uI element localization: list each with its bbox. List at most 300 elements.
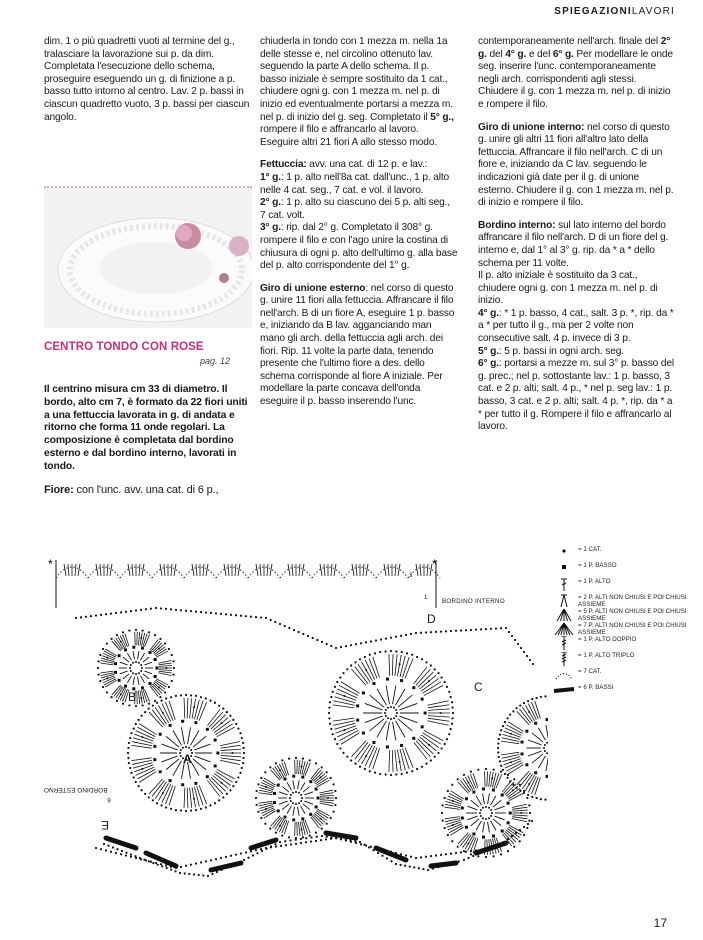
chain-dot <box>256 852 258 854</box>
stitch-mark <box>203 564 204 576</box>
chain-dot <box>390 637 392 639</box>
chain-dot <box>514 639 516 641</box>
stitch-mark <box>491 796 496 805</box>
chain-dot <box>365 641 367 643</box>
col1-paragraph: dim. 1 o più quadretti vuoti al termine del g., tralasciare la lavorazione sui p. da dim. Completata l'esecuzione dello schema, proseguire eseguendo un g. di finizione a p. basso tutto intorno al centro. Lav. 2 p. bassi in ciascun quadretto vuoto, 3 p. bassi per ciascun angolo. <box>44 36 250 123</box>
stitch-mark <box>184 698 185 718</box>
chain-dot <box>207 875 209 877</box>
chain-dot <box>148 703 150 705</box>
chain-dot <box>264 771 266 773</box>
stitch-mark <box>138 651 139 659</box>
chain-dot <box>141 667 143 669</box>
chain-dot <box>230 614 232 616</box>
chain-dot <box>385 650 387 652</box>
stitch-mark <box>365 703 383 709</box>
chain-dot <box>406 772 408 774</box>
chain-dot <box>260 848 262 850</box>
stitch-mark <box>299 822 300 836</box>
chain-dot <box>477 769 479 771</box>
single-crochet-mark <box>169 779 172 782</box>
chain-dot <box>434 668 436 670</box>
stitch-mark <box>131 758 151 761</box>
stitch-mark <box>489 771 491 786</box>
stitch-mark <box>319 803 333 806</box>
chain-dot <box>507 850 509 852</box>
chain-dot <box>526 797 528 799</box>
single-crochet-mark <box>153 745 156 748</box>
stitch-mark <box>471 800 479 807</box>
chain-dot <box>450 853 452 855</box>
chain-dot <box>305 837 307 839</box>
chain-dot <box>140 670 142 672</box>
chain-dot <box>140 697 142 699</box>
chain-dot <box>125 611 127 613</box>
stitch-mark <box>546 725 548 739</box>
single-crochet-mark <box>124 648 127 651</box>
chain-dot <box>500 627 502 629</box>
chain-dot <box>535 697 537 699</box>
chain-dot <box>470 771 472 773</box>
chain-dot <box>415 857 417 859</box>
chain-dot <box>164 691 166 693</box>
chain-dot <box>369 770 371 772</box>
chain-dot <box>179 752 181 754</box>
stitch-mark <box>142 564 144 576</box>
chain-dot <box>135 723 137 725</box>
chain-dot <box>132 672 134 674</box>
chain-dot <box>235 614 237 616</box>
chain-dot <box>509 713 511 715</box>
chain-dot <box>243 859 245 861</box>
chain-dot <box>292 802 294 804</box>
chain-dot <box>180 749 182 751</box>
stitch-mark <box>134 734 153 741</box>
single-crochet-mark <box>154 675 157 678</box>
chain-dot <box>346 756 348 758</box>
chain-dot <box>188 873 190 875</box>
chain-dot <box>185 865 187 867</box>
chain-dot <box>290 800 292 802</box>
stitch-mark <box>159 665 172 666</box>
stitch-mark <box>320 793 334 795</box>
chain-dot <box>316 836 318 838</box>
chain-dot <box>292 792 294 794</box>
single-crochet-mark <box>472 832 475 835</box>
chain-dot <box>205 697 207 699</box>
chain-dot <box>85 616 87 618</box>
chain-dot <box>451 707 453 709</box>
single-crochet-mark <box>315 788 318 791</box>
chain-dot <box>385 773 387 775</box>
chain-dot <box>205 860 207 862</box>
chain-dot <box>330 836 332 838</box>
chain-dot <box>363 844 365 846</box>
chain-dot <box>329 701 331 703</box>
chain-dot <box>243 752 245 754</box>
chain-dot <box>220 857 222 859</box>
chain-dot <box>210 612 212 614</box>
chain-dot <box>195 695 197 697</box>
chain-dot <box>475 629 477 631</box>
stitch-mark <box>398 564 400 576</box>
chain-dot <box>531 698 533 700</box>
chain-dot <box>470 629 472 631</box>
chain-dot <box>401 651 403 653</box>
single-crochet-mark <box>507 821 510 824</box>
chain-dot <box>157 864 159 866</box>
stitch-mark <box>305 820 310 833</box>
chain-dot <box>490 809 492 811</box>
chain-dot <box>546 742 548 744</box>
chain-dot <box>360 642 362 644</box>
chain-dot <box>498 738 500 740</box>
stitch-mark <box>320 800 334 801</box>
chain-dot <box>148 796 150 798</box>
chain-dot <box>115 612 117 614</box>
single-crochet-mark <box>461 817 464 820</box>
stitch-mark <box>389 750 390 772</box>
stitch-mark <box>512 807 527 809</box>
stitch-mark <box>373 748 380 769</box>
chain-dot <box>234 863 236 865</box>
stitch-mark <box>138 632 139 645</box>
dc-icon <box>552 578 576 592</box>
chain-dot <box>321 766 323 768</box>
chain-dot <box>434 756 436 758</box>
chain-dot <box>132 662 134 664</box>
chain-dot <box>499 733 501 735</box>
stitch-mark <box>512 817 527 819</box>
chain-dot <box>495 627 497 629</box>
chain-dot <box>110 638 112 640</box>
single-crochet-mark <box>386 678 389 681</box>
stitch-mark <box>132 564 133 576</box>
chain-dot <box>165 608 167 610</box>
stitch-mark <box>141 676 145 683</box>
chain-dot <box>269 828 271 830</box>
chain-dot <box>139 857 141 859</box>
chain-dot <box>184 872 186 874</box>
chain-dot <box>188 747 190 749</box>
chain-dot <box>406 652 408 654</box>
chain-dot <box>465 629 467 631</box>
chain-dot <box>523 792 525 794</box>
chain-dot <box>133 776 135 778</box>
chain-dot <box>372 849 374 851</box>
single-crochet-mark <box>492 835 495 838</box>
chain-dot <box>252 854 254 856</box>
chain-dot <box>512 710 514 712</box>
col3-paragraph-1: contemporaneamente nell'arch. finale del 2° g. del 4° g. e del 6° g. Per modellare le onde seg. inserire l'unc. contemporaneamente negli arch. corrispondenti agli stessi. Chiudere il g. con 1 mezza m. nel p. di inizio e rompere il filo. <box>478 36 673 110</box>
chain-dot <box>379 773 381 775</box>
single-crochet-mark <box>501 829 504 832</box>
chain-dot <box>235 854 237 856</box>
chain-dot <box>470 850 472 852</box>
stitch-mark <box>299 564 300 576</box>
chain-dot <box>491 812 493 814</box>
chain-dot <box>115 852 117 854</box>
chain-dot <box>334 686 336 688</box>
chain-dot <box>127 747 129 749</box>
stitch-mark <box>388 564 389 576</box>
single-crochet-mark <box>356 704 359 707</box>
chain-dot <box>482 817 484 819</box>
chain-dot <box>285 844 287 846</box>
chain-dot <box>527 823 529 825</box>
chain-dot <box>504 841 506 843</box>
chain-dot <box>520 812 522 814</box>
stitch-mark <box>333 718 354 721</box>
chain-dot <box>120 853 122 855</box>
chain-dot <box>328 717 330 719</box>
chain-dot <box>330 777 332 779</box>
chain-dot <box>330 817 332 819</box>
chain-dot <box>425 762 427 764</box>
chain-dot <box>448 691 450 693</box>
chain-dot <box>477 855 479 857</box>
chain-dot <box>148 860 150 862</box>
chain-dot <box>138 719 140 721</box>
stitch-mark <box>445 807 460 809</box>
single-crochet-mark <box>372 682 375 685</box>
chain-dot <box>141 704 143 706</box>
stitch-mark <box>206 564 208 576</box>
chain-dot <box>527 700 529 702</box>
chain-dot <box>200 861 202 863</box>
bordino-interno-label: BORDINO INTERNO <box>442 598 505 605</box>
chain-dot <box>384 712 386 714</box>
stitch-mark <box>158 660 171 663</box>
stitch-mark <box>194 744 210 750</box>
chain-dot <box>544 744 546 746</box>
chain-dot <box>180 755 182 757</box>
chain-dot <box>339 747 341 749</box>
chain-dot <box>399 663 401 665</box>
chain-dot <box>190 864 192 866</box>
chain-dot <box>500 843 502 845</box>
stitch-mark <box>258 793 272 795</box>
chain-dot <box>325 838 327 840</box>
stitch-mark <box>138 677 139 685</box>
chain-dot <box>295 843 297 845</box>
stitch-mark <box>399 703 417 709</box>
chain-dot <box>405 634 407 636</box>
chain-dot <box>195 809 197 811</box>
chain-dot <box>281 759 283 761</box>
chain-dot <box>198 874 200 876</box>
chain-dot <box>329 723 331 725</box>
stitch-mark <box>405 747 413 767</box>
chain-dot <box>284 625 286 627</box>
chain-dot <box>315 762 317 764</box>
stitch-mark <box>270 564 272 576</box>
chain-dot <box>350 759 352 761</box>
chain-dot <box>232 785 234 787</box>
chain-dot <box>145 608 147 610</box>
chain-dot <box>160 607 162 609</box>
stitch-mark <box>363 564 364 576</box>
chain-dot <box>255 849 257 851</box>
stitch-mark <box>493 800 501 807</box>
chain-dot <box>369 654 371 656</box>
chain-dot <box>135 629 137 631</box>
stitch-mark <box>546 757 548 771</box>
chain-dot <box>444 681 446 683</box>
stitch-mark <box>282 786 289 792</box>
chain-dot <box>480 628 482 630</box>
single-crochet-mark <box>181 720 184 723</box>
chain-dot <box>221 782 223 784</box>
chain-dot <box>421 658 423 660</box>
stitch-mark <box>220 742 240 746</box>
chain-dot <box>190 694 192 696</box>
stitch-mark <box>395 750 397 772</box>
chain-dot <box>330 645 332 647</box>
stitch-mark <box>320 795 334 796</box>
stitch-mark <box>190 788 192 808</box>
chain-dot <box>265 617 267 619</box>
chain-dot <box>386 857 388 859</box>
chain-dot <box>330 728 332 730</box>
chain-dot <box>298 631 300 633</box>
stitch-mark <box>356 564 357 576</box>
chain-dot <box>526 827 528 829</box>
chain-dot <box>497 751 499 753</box>
chart-letter-a: A <box>183 752 192 766</box>
chain-dot <box>180 809 182 811</box>
chain-dot <box>200 611 202 613</box>
chain-dot <box>455 630 457 632</box>
single-crochet-mark <box>309 813 312 816</box>
chain-dot <box>368 846 370 848</box>
stitch-mark <box>324 564 325 576</box>
single-crochet-mark <box>362 732 365 735</box>
stitch-mark <box>279 801 287 804</box>
chain-dot <box>334 790 336 792</box>
chain-dot <box>531 796 533 798</box>
chain-dot <box>497 742 499 744</box>
chain-dot <box>401 773 403 775</box>
chain-dot <box>327 797 329 799</box>
chain-dot <box>442 804 444 806</box>
stitch-mark <box>494 773 499 788</box>
chain-dot <box>185 694 187 696</box>
chain-dot <box>364 656 366 658</box>
chain-dot <box>395 715 397 717</box>
bordino-detail-paragraph: Il p. alto iniziale è sostituito da 3 cat., chiudere ogni g. con 1 mezza m. nel p. di inizio. 4° g.: * 1 p. basso, 4 cat., salt. 3 p. *, rip. da * a * per tutto il g., ma per 2 volte non consecutive salt. 4 p. invece di 3 p. 5° g.: 5 p. bassi in ogni arch. seg. 6° g.: portarsi a mezze m. sul 3° p. basso del g. prec.; nel p. sottostante lav.: 1 p. basso, 3 cat. e 2 p. alti; salt. 4 p., * nel p. seg lav.: 1 p. basso, 3 cat. e 2 p. alti; salt. 4 p. *, rip. da * a * per tutto il g. Rompere il filo e affrancarlo al lavoro. <box>478 270 675 433</box>
chain-dot <box>170 808 172 810</box>
chain-dot <box>359 841 361 843</box>
chain-dot <box>312 637 314 639</box>
chain-dot <box>190 749 192 751</box>
chain-dot <box>159 696 161 698</box>
chain-dot <box>140 664 142 666</box>
stitch-mark <box>144 671 152 674</box>
single-crochet-mark <box>181 783 184 786</box>
chain-dot <box>170 696 172 698</box>
chain-dot <box>458 860 460 862</box>
chain-dot <box>482 807 484 809</box>
chain-dot <box>345 839 347 841</box>
stitch-mark <box>293 807 295 816</box>
chain-dot <box>321 835 323 837</box>
chain-dot <box>451 701 453 703</box>
chain-dot <box>242 762 244 764</box>
chain-dot <box>144 711 146 713</box>
chain-dot <box>519 704 521 706</box>
chain-dot <box>288 836 290 838</box>
chain-dot <box>511 835 513 837</box>
chain-dot <box>506 777 508 779</box>
chain-dot <box>300 842 302 844</box>
chain-dot <box>328 712 330 714</box>
chain-dot <box>106 677 108 679</box>
single-crochet-mark <box>214 764 217 767</box>
single-crochet-mark <box>277 784 280 787</box>
chain-dot <box>520 647 522 649</box>
chain-dot <box>175 809 177 811</box>
chain-dot <box>75 617 77 619</box>
single-crochet-mark <box>141 647 144 650</box>
chain-dot <box>156 802 158 804</box>
single-crochet-mark <box>114 662 117 665</box>
chain-dot <box>173 667 175 669</box>
chain-dot <box>143 859 145 861</box>
chain-dot <box>190 610 192 612</box>
stitch-mark <box>131 745 151 748</box>
chain-dot <box>110 696 112 698</box>
chain-dot <box>229 789 231 791</box>
chain-dot <box>385 709 387 711</box>
stitch-mark <box>395 654 397 676</box>
chain-dot <box>480 809 482 811</box>
stitch-mark <box>120 671 128 674</box>
chain-dot <box>410 633 412 635</box>
single-crochet-mark <box>546 718 548 721</box>
stitch-mark <box>284 821 288 834</box>
single-crochet-mark <box>194 721 197 724</box>
chain-dot <box>256 790 258 792</box>
stitch-mark <box>187 698 188 718</box>
chain-dot <box>502 769 504 771</box>
chain-dot <box>310 840 312 842</box>
chain-dot <box>404 865 406 867</box>
single-crochet-mark <box>141 686 144 689</box>
stitch-mark <box>197 701 203 720</box>
chain-dot <box>168 648 170 650</box>
chain-dot <box>165 864 167 866</box>
stitch-mark <box>220 745 240 748</box>
chain-dot <box>390 650 392 652</box>
single-crochet-mark <box>118 654 121 657</box>
chain-dot <box>185 610 187 612</box>
stitch-mark <box>512 815 527 816</box>
chain-dot <box>239 732 241 734</box>
stitch-mark <box>476 821 481 830</box>
chain-dot <box>437 866 439 868</box>
page-reference: pag. 12 <box>200 356 231 366</box>
chain-dot <box>120 693 122 695</box>
asterisk-mark: * <box>432 557 437 571</box>
stitch-mark <box>134 765 153 772</box>
chain-dot <box>180 866 182 868</box>
chain-dot <box>468 857 470 859</box>
chain-dot <box>328 707 330 709</box>
stitch-mark <box>221 749 241 750</box>
chain-dot <box>128 629 130 631</box>
stitch-mark <box>107 564 108 576</box>
single-crochet-mark <box>400 679 403 682</box>
